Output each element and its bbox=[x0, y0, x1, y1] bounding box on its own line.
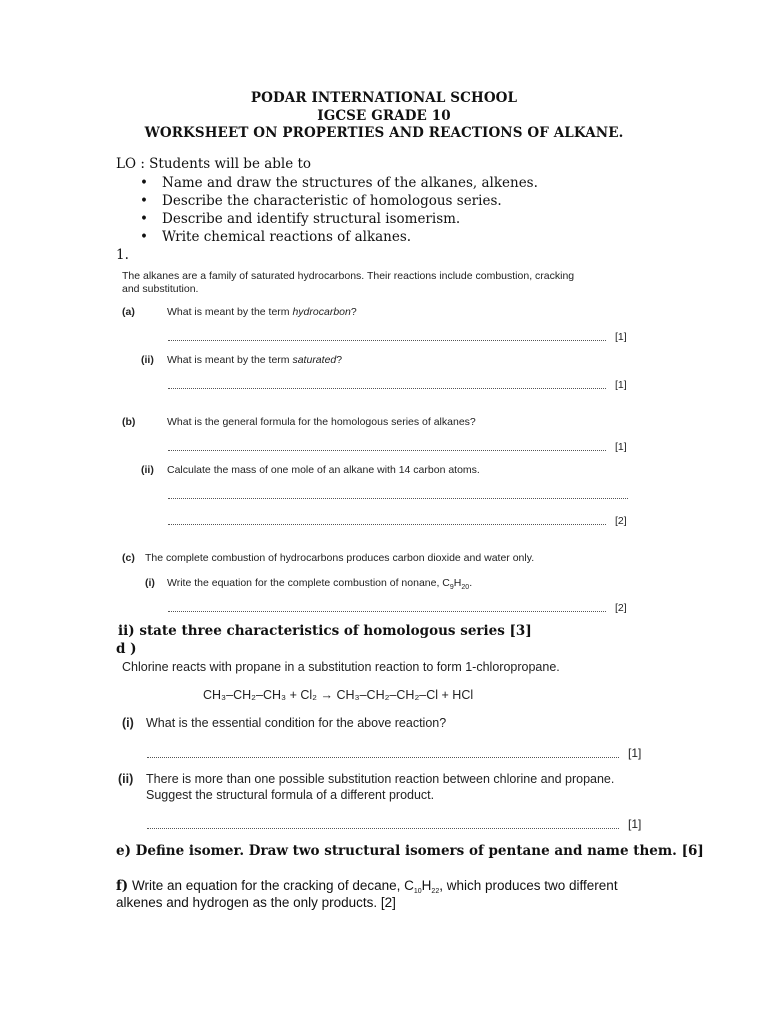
answer-line[interactable] bbox=[168, 340, 606, 341]
q1d-i-question: What is the essential condition for the above reaction? bbox=[146, 716, 447, 730]
q1d-ii-mark: [1] bbox=[628, 817, 642, 831]
q1c-ii-text: ii) state three characteristics of homologous series [3] bbox=[118, 623, 532, 639]
lo-item: • Name and draw the structures of the alkanes, alkenes. bbox=[140, 175, 538, 191]
q1d-i-label: (i) bbox=[122, 716, 134, 730]
q1a-label: (a) bbox=[122, 306, 135, 318]
answer-line[interactable] bbox=[147, 757, 619, 758]
grade-heading: IGCSE GRADE 10 bbox=[317, 108, 451, 124]
reaction-equation: CH₃–CH₂–CH₃ + Cl₂ → CH₃–CH₂–CH₂–Cl + HCl bbox=[203, 688, 474, 702]
answer-line[interactable] bbox=[168, 450, 606, 451]
q1c-text: The complete combustion of hydrocarbons produces carbon dioxide and water only. bbox=[145, 552, 535, 564]
answer-line[interactable] bbox=[168, 498, 628, 499]
q1a-ii-mark: [1] bbox=[615, 379, 627, 391]
answer-line[interactable] bbox=[168, 524, 606, 525]
q1d-ii-text2: Suggest the structural formula of a different product. bbox=[146, 788, 435, 802]
q1a-ii-question: What is meant by the term saturated? bbox=[167, 354, 343, 366]
q1d-ii-text1: There is more than one possible substitution reaction between chlorine and propane. bbox=[146, 772, 615, 786]
bullet-icon: • bbox=[140, 211, 148, 227]
lo-item: • Describe and identify structural isomerism. bbox=[140, 211, 461, 227]
q1b-ii-question: Calculate the mass of one mole of an alkane with 14 carbon atoms. bbox=[167, 464, 480, 476]
q1c-label: (c) bbox=[122, 552, 135, 564]
bullet-icon: • bbox=[140, 175, 148, 191]
q1a-question: What is meant by the term hydrocarbon? bbox=[167, 306, 357, 318]
q1f-line1: f) Write an equation for the cracking of decane, $C_{10}H_{22}$, which produces two different bbox=[116, 878, 618, 895]
q1b-ii-label: (ii) bbox=[141, 464, 154, 476]
q1b-ii-mark: [2] bbox=[615, 515, 627, 527]
answer-line[interactable] bbox=[168, 388, 606, 389]
answer-line[interactable] bbox=[168, 611, 606, 612]
q1b-label: (b) bbox=[122, 416, 136, 428]
q1c-i-question: Write the equation for the complete combustion of nonane, $C_9H_{20}$. bbox=[167, 577, 473, 591]
bullet-icon: • bbox=[140, 193, 148, 209]
lo-item: • Describe the characteristic of homologous series. bbox=[140, 193, 502, 209]
question-number: 1. bbox=[116, 247, 129, 263]
q1d-label: d ) bbox=[116, 641, 137, 657]
q1d-i-mark: [1] bbox=[628, 746, 642, 760]
answer-line[interactable] bbox=[147, 828, 619, 829]
q1a-mark: [1] bbox=[615, 331, 627, 343]
q1d-ii-label: (ii) bbox=[118, 772, 134, 786]
q1d-intro: Chlorine reacts with propane in a substitution reaction to form 1-chloropropane. bbox=[122, 660, 560, 674]
school-name: PODAR INTERNATIONAL SCHOOL bbox=[250, 90, 518, 106]
q1f-line2: alkenes and hydrogen as the only products. [2] bbox=[116, 895, 396, 910]
q1e-text: e) Define isomer. Draw two structural isomers of pentane and name them. [6] bbox=[116, 843, 704, 859]
lo-item: • Write chemical reactions of alkanes. bbox=[140, 229, 412, 245]
q1c-i-mark: [2] bbox=[615, 602, 627, 614]
bullet-icon: • bbox=[140, 229, 148, 245]
lo-heading: LO : Students will be able to bbox=[116, 156, 312, 172]
q1b-question: What is the general formula for the homologous series of alkanes? bbox=[167, 416, 476, 428]
q1c-i-label: (i) bbox=[145, 577, 155, 589]
worksheet-title: WORKSHEET ON PROPERTIES AND REACTIONS OF ALKANE. bbox=[144, 125, 624, 141]
q1-intro-line2: and substitution. bbox=[122, 283, 199, 295]
q1-intro-line1: The alkanes are a family of saturated hydrocarbons. Their reactions include combustion, cracking bbox=[122, 270, 575, 282]
q1a-ii-label: (ii) bbox=[141, 354, 154, 366]
q1b-mark: [1] bbox=[615, 441, 627, 453]
